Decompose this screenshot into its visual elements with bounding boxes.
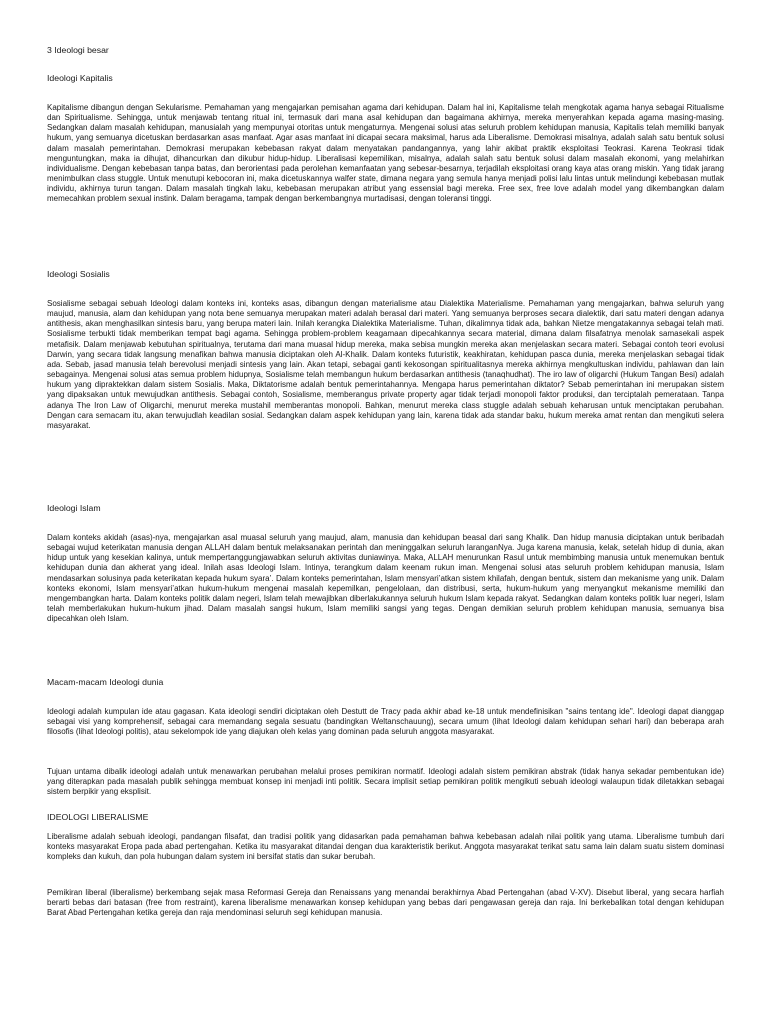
paragraph-ideologi-definisi: Ideologi adalah kumpulan ide atau gagasan. Kata ideologi sendiri diciptakan oleh Destutt de Tracy pada akhir abad ke-18 untuk mendefinisikan "sains tentang ide". Ideologi dapat dianggap sebagai visi yang komprehensif, sebagai cara memandang segala sesuatu (bandingkan Weltanschauung), secara umum (lihat Ideologi dalam kehidupan sehari hari) dan beberapa arah filosofis (lihat Ideologi politis), atau sekelompok ide yang diajukan oleh kelas yang dominan pada seluruh anggota masyarakat. [47,707,724,737]
paragraph-kapitalis: Kapitalisme dibangun dengan Sekularisme. Pemahaman yang mengajarkan pemisahan agama dari kehidupan. Dalam hal ini, Kapitalisme telah mengkotak agama hanya sebagai Ritualisme dan Spiritualisme. Sehingga, untuk menjawab tentang ritual ini, termasuk dari mana asal kehidupan dan bagaimana akhirnya, mereka menyerahkan kepada agama masing-masing. Sedangkan dalam masalah kehidupan, manusialah yang mempunyai otoritas untuk mengaturnya. Mengenai solusi atas seluruh problem kehidupan manusia, Kapitalis telah memiliki banyak hukum, yang semuanya dicetuskan berdasarkan asas manfaat. Agar asas manfaat ini dicapai secara maksimal, harus ada Liberalisme. Demokrasi misalnya, adalah salah satu bentuk solusi dalam masalah pemerintahan. Demokrasi merupakan kebebasan rakyat dalam menyatakan pandangannya, yang lahir akibat praktik eksploitasi Teokrasi. Karena Teokrasi tidak menguntungkan, maka ia dihujat, dihancurkan dan dikubur hidup-hidup. Liberalisasi kepemilikan, misalnya, adalah salah satu bentuk solusi dalam masalah ekonomi, yang melahirkan individualisme. Dengan kebebasan tanpa batas, dan berorientasi pada perolehan kemanfaatan yang sebesar-besarnya, terjadilah eksploitasi orang kaya atas orang miskin. Yang tidak jarang menimbulkan class stuggle. Untuk menutupi kebocoran ini, maka dicetuskannya walfer state, dimana negara yang semula hanya menjadi polisi lalu lintas untuk melindungi kebebasan mutlak individu, akhirnya turun tangan. Dalam masalah tingkah laku, kebebasan merupakan atribut yang essensial bagi mereka. Free sex, free love adalah model yang dikembangkan dalam memecahkan problem sexual instink. Dalam beragama, tampak dengan berkembangnya murtadisasi, dengan toleransi tinggi. [47,103,724,204]
paragraph-islam: Dalam konteks akidah (asas)-nya, mengajarkan asal muasal seluruh yang maujud, alam, manusia dan kehidupan beasal dari sang Khalik. Dan hidup manusia diciptakan untuk beribadah sebagai wujud keterikatan manusia dengan ALLAH dalam bentuk melaksanakan perintah dan meninggalkan seluruh laranganNya. Juga karena manusia, kelak, setelah hidup di dunia, akan hidup untuk yang kesekian kalinya, untuk mempertanggungjawabkan seluruh aktivitas duniawinya. Maka, ALLAH menurunkan Rasul untuk membimbing manusia untuk menemukan bentuk kehidupan dunia dan akherat yang ideal. Inilah asas Ideologi Islam. Intinya, terangkum dalam keenam rukun iman. Mengenai solusi atas seluruh problem kehidupan manusia, Islam mendasarkan solusinya pada keterikatan kepada hukum syara’. Dalam konteks pemerintahan, Islam mensyari’atkan sistem khilafah, dengan bentuk, sistem dan mekanisme yang unik. Dalam konteks ekonomi, Islam mensyari’atkan hukum-hukum mengenai masalah kepemilkan, pengelolaan, dan distribusi, serta, hukum-hukum yang menyangkut mekanisme memiliki dan mengembangkan harta. Dalam konteks politik dalam negeri, Islam telah mewajibkan diberlakukannya seluruh hukum Islam kepada rakyat. Sedangkan dalam konteks politik luar negeri, Islam telah memberlakukan hukum-hukum jihad. Dalam masalah sangsi hukum, Islam memiliki sangsi yang tegas. Dengan demikian seluruh problem kehidupan manusia, semuanya bisa dipecahkan oleh Islam. [47,533,724,624]
section-title-kapitalis: Ideologi Kapitalis [47,73,113,83]
section-title-islam: Ideologi Islam [47,503,101,513]
section-title-macam-ideologi: Macam-macam Ideologi dunia [47,677,164,687]
section-title-liberalisme: IDEOLOGI LIBERALISME [47,812,149,822]
document-heading: 3 Ideologi besar [47,45,109,55]
paragraph-liberalisme-sejarah: Pemikiran liberal (liberalisme) berkembang sejak masa Reformasi Gereja dan Renaissans yang menandai berakhirnya Abad Pertengahan (abad V-XV). Disebut liberal, yang secara harfiah berarti bebas dari batasan (free from restraint), karena liberalisme menawarkan konsep kehidupan yang bebas dari pengawasan gereja dan raja. Ini berkebalikan total dengan kehidupan Barat Abad Pertengahan ketika gereja dan raja mendominasi seluruh segi kehidupan manusia. [47,888,724,918]
section-title-sosialis: Ideologi Sosialis [47,269,110,279]
paragraph-ideologi-tujuan: Tujuan untama dibalik ideologi adalah untuk menawarkan perubahan melalui proses pemikiran normatif. Ideologi adalah sistem pemikiran abstrak (tidak hanya sekadar pembentukan ide) yang diterapkan pada masalah publik sehingga membuat konsep ini menjadi inti politik. Secara implisit setiap pemikiran politik mengikuti sebuah ideologi walaupun tidak diletakkan sebagai sistem berpikir yang eksplisit. [47,767,724,797]
paragraph-sosialis: Sosialisme sebagai sebuah Ideologi dalam konteks ini, konteks asas, dibangun dengan materialisme atau Dialektika Materialisme. Pemahaman yang mengajarkan, bahwa seluruh yang maujud, manusia, alam dan kehidupan yang nota bene semuanya merupakan materi adalah berasal dari materi. Yang semuanya berproses secara dialektik, dari satu materi dengan adanya antithesis, akan menghasilkan sintesis baru, yang berupa materi lain. Inilah kerangka Dialektika Materialisme. Tuhan, dikalimnya tidak ada, bahkan Nietze mengatakannya sebagai telah mati. Sosialisme terbukti tidak memberikan tempat bagi agama. Sehingga problem-problem keagamaan dipecahkannya secara material, dimana dalam filsafatnya menolak samasekali aspek metafisik. Dalam menjawab kebutuhan spiritualnya, terutama dari mana muasal hidup mereka, maka sebisa mungkin mereka akan menjelaskan secara materi. Sebagai contoh teori evolusi Darwin, yang secara tidak langsung menafikan bahwa manusia diciptakan oleh Al-Khalik. Dalam konteks futuristik, keakhiratan, kehidupan pasca dunia, mereka menjelaskan sebagai tidak ada. Sebab, jasad manusia telah berevolusi menjadi sintesis yang lain. Akan tetapi, sebagai ganti kekosongan spiritualitasnya mereka akhirnya mengkultuskan individu, pahlawan dan lain sebagainya. Mengenai solusi atas semua problem hidupnya, Sosialisme telah membangun hukum berdasarkan antithesis (tanaqhudhat). The iro law of oligarchi (Hukum Tangan Besi) adalah hukum yang dipraktekkan dalam sistem Sosialis. Maka, Diktatorisme adalah bentuk pemerintahannya. Mengapa harus pemerintahan diktator? Sebab pemerintahan ini merupakan sistem yang dipaksakan untuk mewujudkan antithesis. Sebagai contoh, Sosialisme, memberangus private property agar tidak terjadi monopoli faktor produksi, dan terciptalah pemerataan. Tanpa adanya The Iron Law of Oligarchi, menurut mereka mustahil memberantas monopoli. Bahkan, menurut mereka class stuggle adalah sebuah keharusan untuk menciptakan perubahan. Dengan cara semacam itu, akan terwujudlah keadilan sosial. Sedangkan dalam aspek kehidupan yang lain, karena tidak ada standar baku, hukum mereka amat rentan dan mengikuti selera masyarakat. [47,299,724,430]
paragraph-liberalisme-definisi: Liberalisme adalah sebuah ideologi, pandangan filsafat, dan tradisi politik yang didasarkan pada pemahaman bahwa kebebasan adalah nilai politik yang utama. Liberalisme tumbuh dari konteks masyarakat Eropa pada abad pertengahan. Ketika itu masyarakat ditandai dengan dua karakteristik berikut. Anggota masyarakat terikat satu sama lain dalam suatu sistem dominasi kompleks dan kukuh, dan pola hubungan dalam system ini bersifat statis dan sukar berubah. [47,832,724,862]
